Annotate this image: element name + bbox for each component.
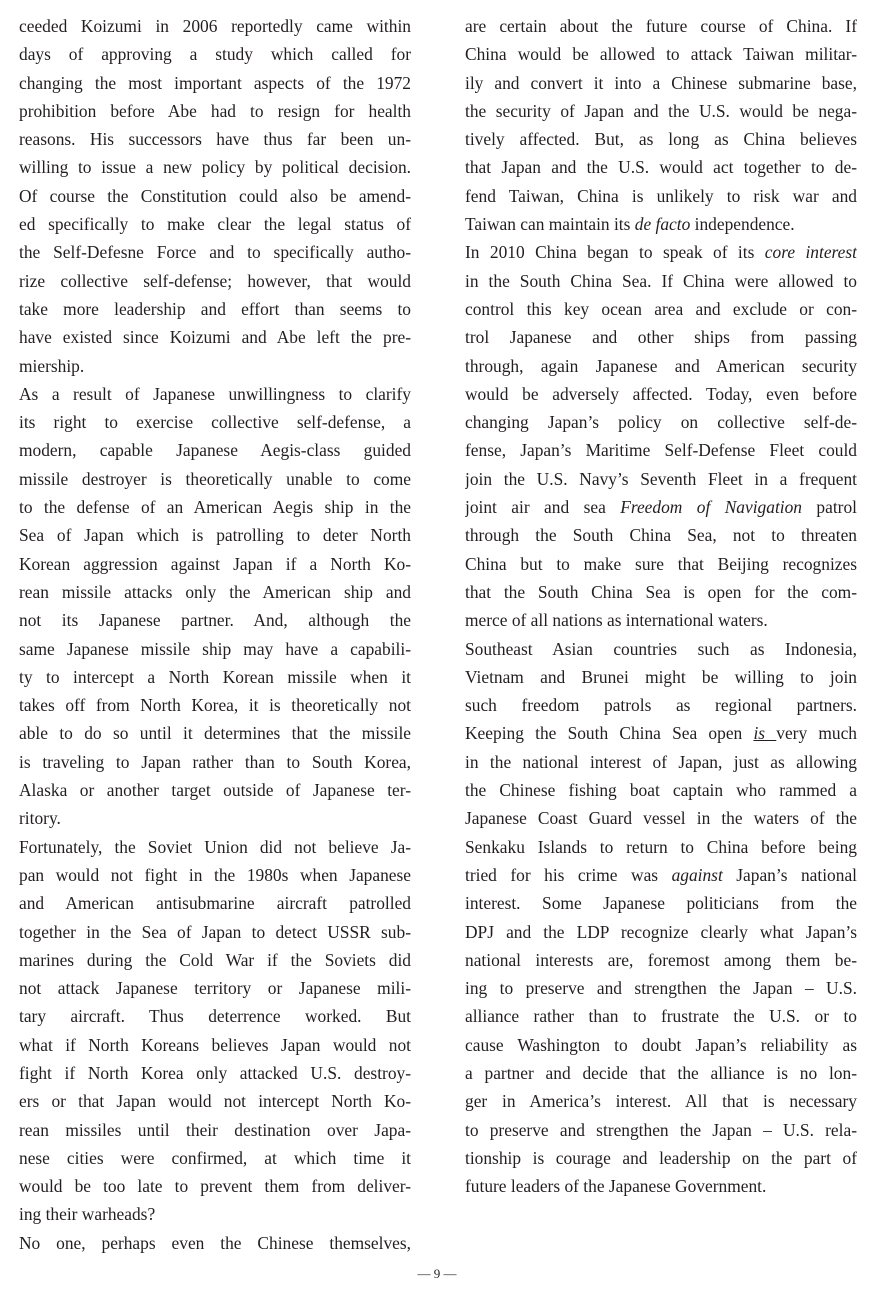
- text-line: [19, 295, 411, 323]
- text-line: [465, 663, 857, 691]
- text-line: [465, 691, 857, 719]
- text-line: [19, 776, 411, 804]
- text-line: [465, 380, 857, 408]
- text-run: Southeast Asian countries such as Indonesia,: [465, 638, 857, 659]
- text-run: ers or that Japan would not intercept North Ko-: [19, 1091, 411, 1112]
- text-line: [19, 861, 411, 889]
- text-line: [465, 889, 857, 917]
- text-run: interest. Some Japanese politicians from the: [465, 893, 857, 914]
- text-run: the Self-Defesne Force and to specifically autho-: [19, 242, 411, 263]
- text-line: [465, 1031, 857, 1059]
- text-run: to the defense of an American Aegis ship in the: [19, 497, 411, 518]
- text-line: [19, 918, 411, 946]
- text-run: changing the most important aspects of the 1972: [19, 72, 411, 93]
- text-run: tary aircraft. Thus deterrence worked. But: [19, 1006, 411, 1027]
- text-line: [465, 1059, 857, 1087]
- text-line: [19, 436, 411, 464]
- text-line: [465, 1172, 857, 1200]
- text-line: [19, 946, 411, 974]
- text-line: [465, 12, 857, 40]
- text-run: its right to exercise collective self-defense, a: [19, 412, 411, 433]
- text-line: [19, 97, 411, 125]
- text-run: ed specifically to make clear the legal status of: [19, 214, 411, 235]
- text-run: pan would not fight in the 1980s when Japanese: [19, 864, 411, 885]
- italic-run: core interest: [764, 242, 857, 263]
- text-line: [465, 974, 857, 1002]
- text-run: Vietnam and Brunei might be willing to join: [465, 666, 857, 687]
- text-line: [19, 521, 411, 549]
- text-line: [465, 323, 857, 351]
- text-line: [465, 295, 857, 323]
- italic-run: against: [671, 864, 723, 885]
- text-line: [19, 1172, 411, 1200]
- text-line: [465, 267, 857, 295]
- text-line: [465, 719, 857, 747]
- text-run: No one, perhaps even the Chinese themselves,: [19, 1232, 411, 1253]
- text-run: fense, Japan’s Maritime Self-Defense Fleet could: [465, 440, 857, 461]
- text-line: [465, 946, 857, 974]
- text-line: [19, 833, 411, 861]
- text-run: missile destroyer is theoretically unable to come: [19, 468, 411, 489]
- text-run: such freedom patrols as regional partners.: [465, 695, 857, 716]
- text-run: take more leadership and effort than seems to: [19, 298, 411, 319]
- text-line: [19, 1200, 411, 1228]
- text-run: joint air and sea: [465, 497, 621, 518]
- text-run: national interests are, foremost among them be-: [465, 949, 857, 970]
- text-line: [19, 153, 411, 181]
- text-run: takes off from North Korea, it is theoretically not: [19, 695, 411, 716]
- text-run: ing their warheads?: [19, 1204, 156, 1225]
- text-line: [19, 12, 411, 40]
- text-run: DPJ and the LDP recognize clearly what Japan’s: [465, 921, 857, 942]
- text-run: China would be allowed to attack Taiwan militar-: [465, 44, 857, 65]
- text-line: [19, 804, 411, 832]
- text-line: [465, 635, 857, 663]
- text-run: China but to make sure that Beijing recognizes: [465, 553, 857, 574]
- text-run: same Japanese missile ship may have a capabili-: [19, 638, 411, 659]
- text-run: miership.: [19, 355, 85, 376]
- right-column: [465, 12, 857, 1200]
- text-run: would be adversely affected. Today, even before: [465, 383, 857, 404]
- text-run: through the South China Sea, not to threaten: [465, 525, 857, 546]
- text-line: [19, 210, 411, 238]
- text-run: Alaska or another target outside of Japanese ter-: [19, 780, 411, 801]
- text-run: ing to preserve and strengthen the Japan – U.S.: [465, 978, 857, 999]
- text-run: that Japan and the U.S. would act together to de-: [465, 157, 857, 178]
- text-run: cause Washington to doubt Japan’s reliability as: [465, 1034, 857, 1055]
- text-line: [465, 1087, 857, 1115]
- text-line: [465, 153, 857, 181]
- text-line: [19, 1031, 411, 1059]
- text-line: [19, 578, 411, 606]
- text-line: [465, 521, 857, 549]
- text-run: together in the Sea of Japan to detect USSR sub-: [19, 921, 411, 942]
- text-run: Sea of Japan which is patrolling to deter North: [19, 525, 411, 546]
- text-line: [19, 69, 411, 97]
- text-line: [19, 125, 411, 153]
- text-run: control this key ocean area and exclude or con-: [465, 298, 857, 319]
- text-line: [19, 719, 411, 747]
- text-line: [465, 436, 857, 464]
- italic-run: Freedom of Navigation: [620, 497, 803, 518]
- text-run: rean missile attacks only the American ship and: [19, 581, 411, 602]
- text-run: not its Japanese partner. And, although the: [19, 610, 411, 631]
- text-line: [19, 267, 411, 295]
- text-line: [19, 380, 411, 408]
- text-run: and American antisubmarine aircraft patrolled: [19, 893, 411, 914]
- text-run: independence.: [690, 214, 795, 235]
- text-run: patrol: [802, 497, 857, 518]
- text-run: in the national interest of Japan, just as allowing: [465, 751, 857, 772]
- text-run: nese cities were confirmed, at which time it: [19, 1147, 411, 1168]
- text-line: [465, 182, 857, 210]
- text-run: In 2010 China began to speak of its: [465, 242, 765, 263]
- text-run: Korean aggression against Japan if a North Ko-: [19, 553, 411, 574]
- italic-run: is: [753, 723, 777, 744]
- text-run: that the South China Sea is open for the com-: [465, 581, 857, 602]
- text-run: willing to issue a new policy by political decision.: [19, 157, 411, 178]
- text-run: Japanese Coast Guard vessel in the waters of the: [465, 808, 857, 829]
- text-run: rize collective self-defense; however, that would: [19, 270, 411, 291]
- text-line: [465, 352, 857, 380]
- text-run: ily and convert it into a Chinese submarine base,: [465, 72, 857, 93]
- text-run: Of course the Constitution could also be amend-: [19, 185, 411, 206]
- text-run: reasons. His successors have thus far been un-: [19, 129, 411, 150]
- text-run: changing Japan’s policy on collective self-de-: [465, 412, 857, 433]
- text-line: [19, 974, 411, 1002]
- text-run: fend Taiwan, China is unlikely to risk war and: [465, 185, 857, 206]
- text-line: [19, 1002, 411, 1030]
- text-run: tried for his crime was: [465, 864, 672, 885]
- text-line: [19, 323, 411, 351]
- text-line: [465, 1144, 857, 1172]
- text-run: days of approving a study which called for: [19, 44, 411, 65]
- text-run: in the South China Sea. If China were allowed to: [465, 270, 857, 291]
- text-line: [465, 408, 857, 436]
- text-run: join the U.S. Navy’s Seventh Fleet in a frequent: [465, 468, 857, 489]
- text-line: [465, 833, 857, 861]
- text-run: would be too late to prevent them from deliver-: [19, 1176, 411, 1197]
- text-line: [19, 635, 411, 663]
- text-line: [19, 1144, 411, 1172]
- text-run: rean missiles until their destination over Japa-: [19, 1119, 411, 1140]
- text-run: marines during the Cold War if the Soviets did: [19, 949, 411, 970]
- text-run: trol Japanese and other ships from passing: [465, 327, 857, 348]
- text-run: Fortunately, the Soviet Union did not believe Ja-: [19, 836, 411, 857]
- text-line: [19, 606, 411, 634]
- text-line: [19, 1116, 411, 1144]
- text-line: [465, 238, 857, 266]
- text-line: [465, 69, 857, 97]
- text-run: fight if North Korea only attacked U.S. destroy-: [19, 1062, 411, 1083]
- text-line: [465, 1116, 857, 1144]
- text-line: [465, 1002, 857, 1030]
- text-line: [465, 465, 857, 493]
- text-line: [465, 918, 857, 946]
- text-run: merce of all nations as international waters.: [465, 610, 768, 631]
- italic-run: de facto: [634, 214, 691, 235]
- text-line: [465, 210, 857, 238]
- page-number: — 9 —: [417, 1266, 457, 1281]
- text-run: As a result of Japanese unwillingness to clarify: [19, 383, 411, 404]
- text-run: modern, capable Japanese Aegis-class guided: [19, 440, 411, 461]
- text-run: prohibition before Abe had to resign for health: [19, 100, 411, 121]
- text-line: [19, 1229, 411, 1257]
- text-run: Senkaku Islands to return to China before being: [465, 836, 857, 857]
- text-run: Japan’s national: [722, 864, 857, 885]
- text-line: [19, 465, 411, 493]
- text-run: what if North Koreans believes Japan would not: [19, 1034, 411, 1055]
- text-run: able to do so until it determines that the missile: [19, 723, 411, 744]
- text-run: the Chinese fishing boat captain who rammed a: [465, 780, 857, 801]
- text-run: not attack Japanese territory or Japanese mili-: [19, 978, 411, 999]
- text-line: [19, 691, 411, 719]
- text-line: [19, 238, 411, 266]
- text-line: [465, 861, 857, 889]
- text-run: tionship is courage and leadership on the part of: [465, 1147, 857, 1168]
- text-run: the security of Japan and the U.S. would be nega-: [465, 100, 857, 121]
- text-line: [19, 352, 411, 380]
- text-run: a partner and decide that the alliance is no lon-: [465, 1062, 857, 1083]
- text-run: ger in America’s interest. All that is necessary: [465, 1091, 857, 1112]
- text-run: alliance rather than to frustrate the U.S. or to: [465, 1006, 857, 1027]
- text-line: [465, 550, 857, 578]
- text-line: [465, 804, 857, 832]
- text-run: tively affected. But, as long as China believes: [465, 129, 857, 150]
- text-run: Keeping the South China Sea open: [465, 723, 754, 744]
- text-line: [465, 125, 857, 153]
- text-run: ceeded Koizumi in 2006 reportedly came within: [19, 16, 411, 36]
- text-line: [19, 889, 411, 917]
- text-line: [465, 40, 857, 68]
- text-line: [19, 408, 411, 436]
- text-line: [19, 182, 411, 210]
- text-line: [19, 550, 411, 578]
- text-run: Taiwan can maintain its: [465, 214, 635, 235]
- text-line: [465, 578, 857, 606]
- text-run: ritory.: [19, 808, 61, 829]
- text-line: [19, 748, 411, 776]
- text-run: to preserve and strengthen the Japan – U.S. rela-: [465, 1119, 857, 1140]
- text-run: through, again Japanese and American security: [465, 355, 857, 376]
- text-run: very much: [776, 723, 857, 744]
- text-line: [465, 748, 857, 776]
- text-line: [19, 1059, 411, 1087]
- text-line: [19, 493, 411, 521]
- text-line: [465, 606, 857, 634]
- text-line: [465, 493, 857, 521]
- left-column: [19, 12, 411, 1257]
- text-line: [19, 1087, 411, 1115]
- text-line: [465, 776, 857, 804]
- text-run: ty to intercept a North Korean missile when it: [19, 666, 411, 687]
- text-run: future leaders of the Japanese Government.: [465, 1176, 767, 1197]
- text-line: [465, 97, 857, 125]
- text-run: have existed since Koizumi and Abe left the pre-: [19, 327, 411, 348]
- text-run: is traveling to Japan rather than to South Korea,: [19, 751, 411, 772]
- text-line: [19, 663, 411, 691]
- text-run: are certain about the future course of China. If: [465, 16, 857, 36]
- text-line: [19, 40, 411, 68]
